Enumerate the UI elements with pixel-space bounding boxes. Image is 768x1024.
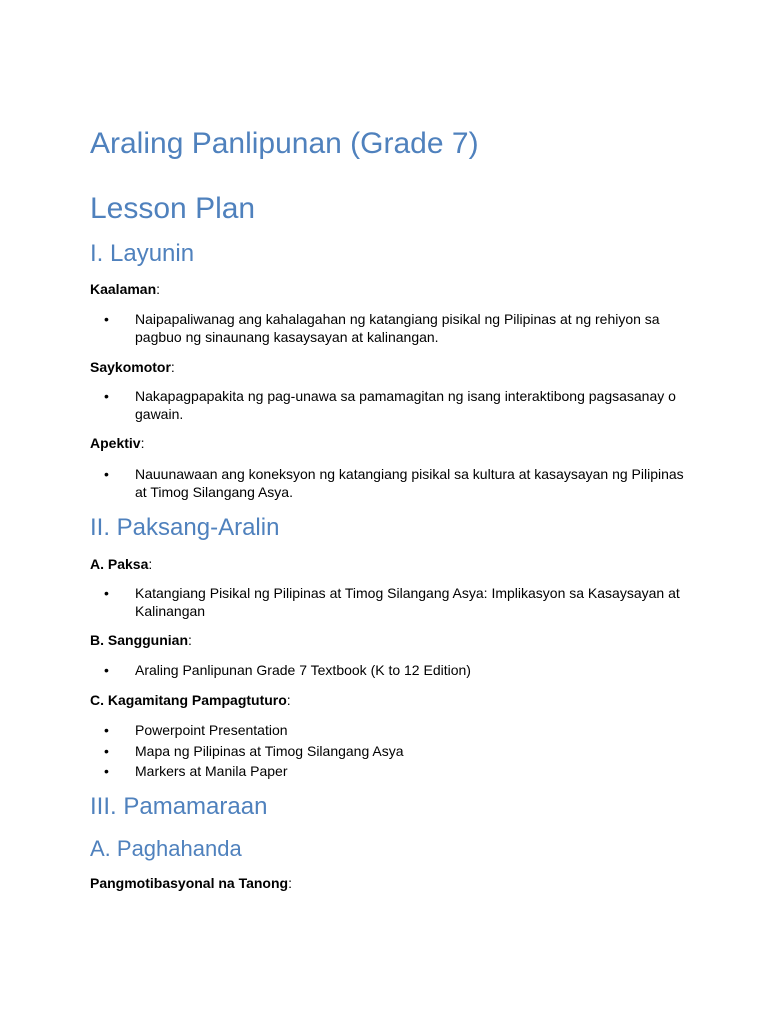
list-item-text: Powerpoint Presentation <box>135 722 288 738</box>
label-kagamitan-text: C. Kagamitang Pampagtuturo <box>90 692 287 708</box>
list-item <box>90 721 690 739</box>
bullet-icon: • <box>104 388 109 404</box>
bullet-icon: • <box>104 722 109 738</box>
label-apektiv: Apektiv: <box>90 435 145 451</box>
label-saykomotor: Saykomotor: <box>90 359 175 375</box>
bullet-icon: • <box>104 311 109 327</box>
list-item <box>90 387 690 423</box>
list-item-text: Araling Panlipunan Grade 7 Textbook (K to 12 Edition) <box>135 662 471 678</box>
list-item <box>90 742 690 760</box>
list-kagamitan <box>90 721 690 783</box>
document-title: Araling Panlipunan (Grade 7) <box>90 127 479 160</box>
list-item <box>90 465 690 501</box>
bullet-icon: • <box>104 763 109 779</box>
label-sanggunian-text: B. Sanggunian <box>90 632 188 648</box>
bullet-icon: • <box>104 742 109 759</box>
label-pangmotibasyonal: Pangmotibasyonal na Tanong: <box>90 875 292 891</box>
section-heading-pamamaraan: III. Pamamaraan <box>90 793 268 820</box>
label-saykomotor-text: Saykomotor <box>90 359 171 375</box>
list-item <box>90 661 690 679</box>
list-item-text: Nakapagpapakita ng pag-unawa sa pamamagitan ng isang interaktibong pagsasanay o gawain. <box>135 388 676 422</box>
label-sanggunian: B. Sanggunian: <box>90 632 192 648</box>
label-pangmotibasyonal-text: Pangmotibasyonal na Tanong <box>90 875 289 891</box>
list-apektiv <box>90 465 690 504</box>
list-item <box>90 310 690 346</box>
subsection-heading-paghahanda: A. Paghahanda <box>90 836 242 861</box>
list-item-text: Nauunawaan ang koneksyon ng katangiang pisikal sa kultura at kasaysayan ng Pilipinas at Timog Silangang Asya. <box>135 466 684 500</box>
list-item-text: Mapa ng Pilipinas at Timog Silangang Asya <box>135 742 404 759</box>
list-item-text: Markers at Manila Paper <box>135 763 288 779</box>
list-item <box>90 584 690 620</box>
list-item-text: Katangiang Pisikal ng Pilipinas at Timog Silangang Asya: Implikasyon sa Kasaysayan at Kalinangan <box>135 585 680 619</box>
list-item-text: Naipapaliwanag ang kahalagahan ng katangiang pisikal ng Pilipinas at ng rehiyon sa pagbuo ng sinaunang kasaysayan at kalinangan. <box>135 311 660 345</box>
document-subtitle: Lesson Plan <box>90 192 256 225</box>
label-apektiv-text: Apektiv <box>90 435 141 451</box>
section-heading-layunin: I. Layunin <box>90 240 195 267</box>
section-heading-paksang-aralin: II. Paksang-Aralin <box>90 514 280 541</box>
list-item <box>90 762 690 780</box>
label-kaalaman: Kaalaman: <box>90 281 161 297</box>
label-paksa: A. Paksa: <box>90 556 153 572</box>
bullet-icon: • <box>104 585 109 601</box>
list-paksa <box>90 584 690 623</box>
label-kaalaman-text: Kaalaman <box>90 281 157 297</box>
label-kagamitan: C. Kagamitang Pampagtuturo: <box>90 692 291 708</box>
list-kaalaman <box>90 310 690 349</box>
label-paksa-text: A. Paksa <box>90 556 149 572</box>
bullet-icon: • <box>104 466 109 482</box>
list-sanggunian <box>90 661 690 682</box>
bullet-icon: • <box>104 662 109 678</box>
list-saykomotor <box>90 387 690 426</box>
